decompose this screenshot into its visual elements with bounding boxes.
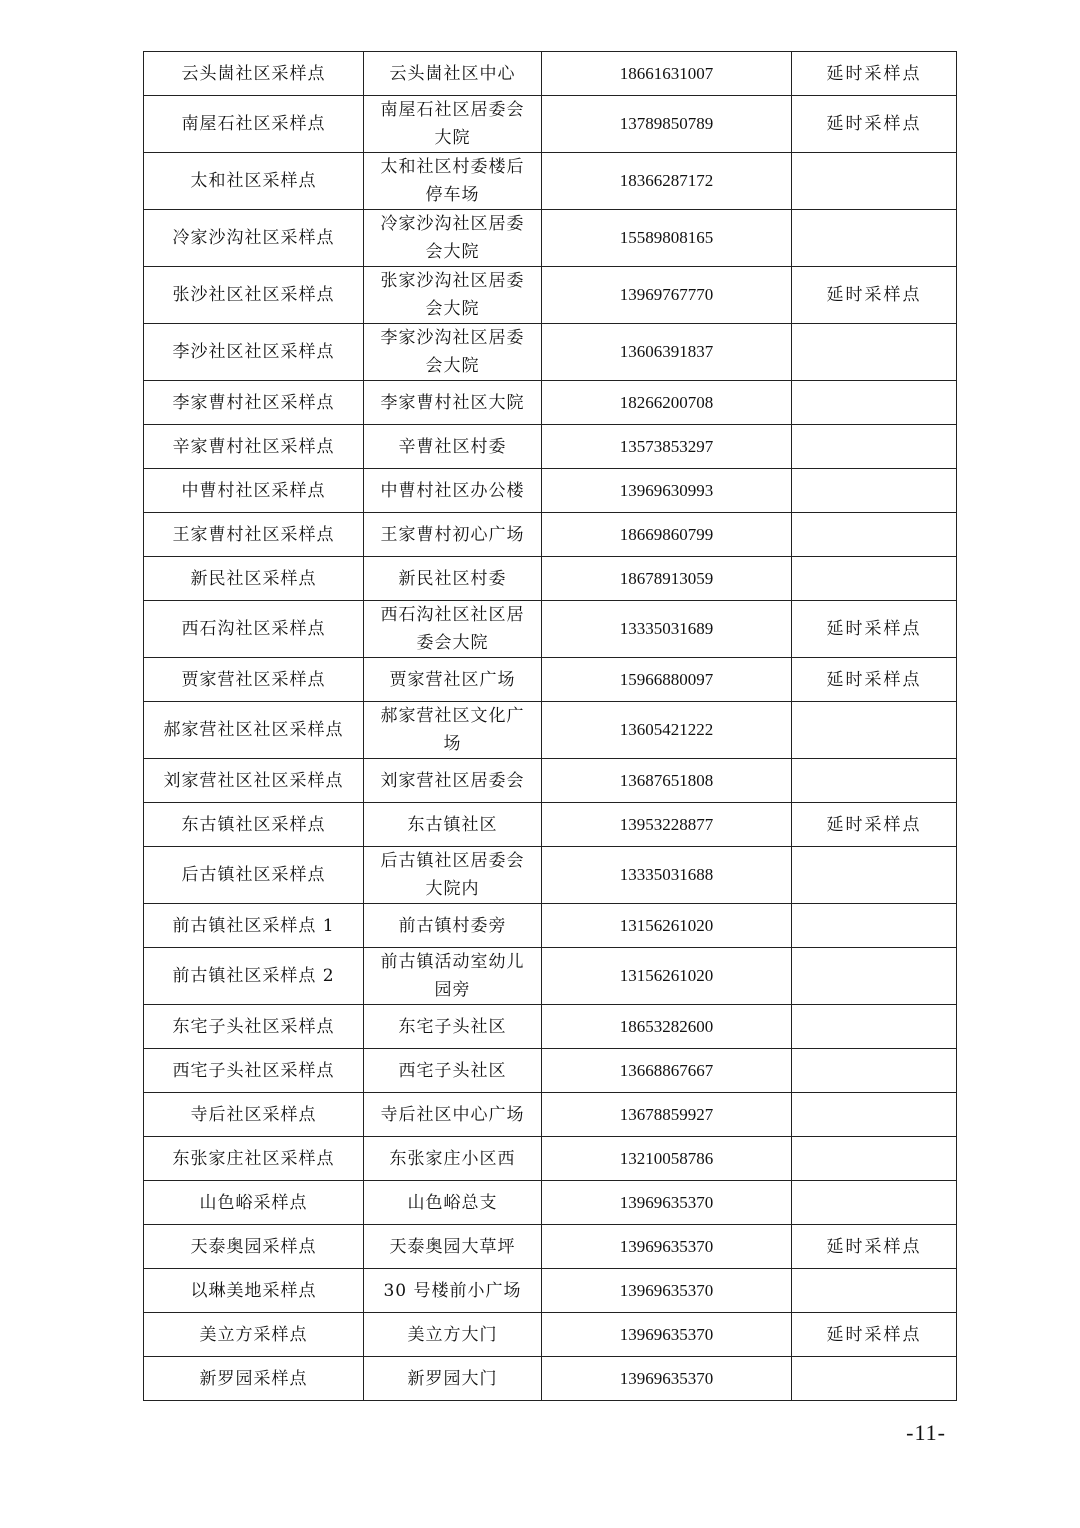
- table-row: [144, 210, 957, 267]
- site-name-cell: 新罗园采样点: [144, 1357, 364, 1401]
- note-cell: [792, 1137, 957, 1181]
- site-name-cell: 后古镇社区采样点: [144, 847, 364, 904]
- location-cell: 南屋石社区居委会大院: [364, 96, 542, 153]
- phone-cell: 13969767770: [542, 267, 792, 324]
- location-cell: 贾家营社区广场: [364, 658, 542, 702]
- phone-cell: 18366287172: [542, 153, 792, 210]
- phone-cell: 18669860799: [542, 513, 792, 557]
- table-row: [144, 1269, 957, 1313]
- phone-cell: 13969630993: [542, 469, 792, 513]
- note-cell: [792, 1181, 957, 1225]
- site-name-cell: 贾家营社区采样点: [144, 658, 364, 702]
- location-cell: 冷家沙沟社区居委会大院: [364, 210, 542, 267]
- note-cell: [792, 210, 957, 267]
- location-cell: 张家沙沟社区居委会大院: [364, 267, 542, 324]
- location-cell: 中曹村社区办公楼: [364, 469, 542, 513]
- note-cell: [792, 1005, 957, 1049]
- phone-cell: 15966880097: [542, 658, 792, 702]
- site-name-cell: 张沙社区社区采样点: [144, 267, 364, 324]
- phone-cell: 13969635370: [542, 1269, 792, 1313]
- site-name-cell: 刘家营社区社区采样点: [144, 759, 364, 803]
- phone-cell: 13210058786: [542, 1137, 792, 1181]
- table-row: [144, 557, 957, 601]
- location-cell: 天泰奥园大草坪: [364, 1225, 542, 1269]
- note-cell: [792, 324, 957, 381]
- phone-cell: 13678859927: [542, 1093, 792, 1137]
- note-cell: 延时采样点: [792, 1225, 957, 1269]
- table-row: [144, 267, 957, 324]
- table-row: [144, 324, 957, 381]
- note-cell: [792, 425, 957, 469]
- table-row: [144, 153, 957, 210]
- phone-cell: 13969635370: [542, 1225, 792, 1269]
- site-name-cell: 前古镇社区采样点 1: [144, 904, 364, 948]
- site-name-cell: 西宅子头社区采样点: [144, 1049, 364, 1093]
- location-cell: 西宅子头社区: [364, 1049, 542, 1093]
- phone-cell: 18661631007: [542, 52, 792, 96]
- sampling-sites-table: [143, 51, 957, 1401]
- note-cell: [792, 904, 957, 948]
- phone-cell: 13953228877: [542, 803, 792, 847]
- phone-cell: 13687651808: [542, 759, 792, 803]
- site-name-cell: 太和社区采样点: [144, 153, 364, 210]
- table-row: [144, 759, 957, 803]
- note-cell: [792, 1049, 957, 1093]
- location-cell: 前古镇村委旁: [364, 904, 542, 948]
- location-cell: 李家曹村社区大院: [364, 381, 542, 425]
- note-cell: 延时采样点: [792, 601, 957, 658]
- note-cell: 延时采样点: [792, 803, 957, 847]
- phone-cell: 13969635370: [542, 1357, 792, 1401]
- site-name-cell: 郝家营社区社区采样点: [144, 702, 364, 759]
- note-cell: 延时采样点: [792, 52, 957, 96]
- site-name-cell: 东古镇社区采样点: [144, 803, 364, 847]
- location-cell: 李家沙沟社区居委会大院: [364, 324, 542, 381]
- table-row: [144, 469, 957, 513]
- location-cell: 寺后社区中心广场: [364, 1093, 542, 1137]
- site-name-cell: 王家曹村社区采样点: [144, 513, 364, 557]
- site-name-cell: 新民社区采样点: [144, 557, 364, 601]
- note-cell: [792, 153, 957, 210]
- site-name-cell: 李沙社区社区采样点: [144, 324, 364, 381]
- site-name-cell: 寺后社区采样点: [144, 1093, 364, 1137]
- note-cell: [792, 1269, 957, 1313]
- location-cell: 刘家营社区居委会: [364, 759, 542, 803]
- phone-cell: 15589808165: [542, 210, 792, 267]
- phone-cell: 13605421222: [542, 702, 792, 759]
- location-cell: 新罗园大门: [364, 1357, 542, 1401]
- note-cell: 延时采样点: [792, 267, 957, 324]
- site-name-cell: 天泰奥园采样点: [144, 1225, 364, 1269]
- table-row: [144, 948, 957, 1005]
- table-row: [144, 702, 957, 759]
- table-row: [144, 1313, 957, 1357]
- location-cell: 30 号楼前小广场: [364, 1269, 542, 1313]
- location-cell: 新民社区村委: [364, 557, 542, 601]
- table-row: [144, 513, 957, 557]
- page-number: -11-: [906, 1420, 946, 1445]
- note-cell: [792, 1357, 957, 1401]
- table-row: [144, 1093, 957, 1137]
- phone-cell: 18266200708: [542, 381, 792, 425]
- site-name-cell: 中曹村社区采样点: [144, 469, 364, 513]
- table-body: [144, 52, 957, 1401]
- location-cell: 前古镇活动室幼儿园旁: [364, 948, 542, 1005]
- note-cell: 延时采样点: [792, 658, 957, 702]
- location-cell: 山色峪总支: [364, 1181, 542, 1225]
- table-row: [144, 425, 957, 469]
- location-cell: 云头崮社区中心: [364, 52, 542, 96]
- table-row: [144, 52, 957, 96]
- table-row: [144, 381, 957, 425]
- table-row: [144, 904, 957, 948]
- phone-cell: 13335031688: [542, 847, 792, 904]
- note-cell: [792, 948, 957, 1005]
- note-cell: [792, 702, 957, 759]
- site-name-cell: 东宅子头社区采样点: [144, 1005, 364, 1049]
- location-cell: 美立方大门: [364, 1313, 542, 1357]
- note-cell: [792, 469, 957, 513]
- phone-cell: 13668867667: [542, 1049, 792, 1093]
- table-row: [144, 1181, 957, 1225]
- site-name-cell: 山色峪采样点: [144, 1181, 364, 1225]
- note-cell: [792, 513, 957, 557]
- site-name-cell: 云头崮社区采样点: [144, 52, 364, 96]
- table-row: [144, 1005, 957, 1049]
- table-row: [144, 658, 957, 702]
- phone-cell: 18678913059: [542, 557, 792, 601]
- note-cell: [792, 1093, 957, 1137]
- location-cell: 东古镇社区: [364, 803, 542, 847]
- site-name-cell: 冷家沙沟社区采样点: [144, 210, 364, 267]
- phone-cell: 13789850789: [542, 96, 792, 153]
- phone-cell: 13573853297: [542, 425, 792, 469]
- site-name-cell: 以琳美地采样点: [144, 1269, 364, 1313]
- note-cell: 延时采样点: [792, 96, 957, 153]
- note-cell: [792, 557, 957, 601]
- phone-cell: 18653282600: [542, 1005, 792, 1049]
- note-cell: [792, 381, 957, 425]
- phone-cell: 13335031689: [542, 601, 792, 658]
- site-name-cell: 李家曹村社区采样点: [144, 381, 364, 425]
- note-cell: 延时采样点: [792, 1313, 957, 1357]
- site-name-cell: 美立方采样点: [144, 1313, 364, 1357]
- table-row: [144, 847, 957, 904]
- site-name-cell: 西石沟社区采样点: [144, 601, 364, 658]
- location-cell: 西石沟社区社区居委会大院: [364, 601, 542, 658]
- location-cell: 辛曹社区村委: [364, 425, 542, 469]
- note-cell: [792, 847, 957, 904]
- location-cell: 太和社区村委楼后停车场: [364, 153, 542, 210]
- table-row: [144, 1137, 957, 1181]
- phone-cell: 13969635370: [542, 1313, 792, 1357]
- site-name-cell: 前古镇社区采样点 2: [144, 948, 364, 1005]
- table-row: [144, 1225, 957, 1269]
- table-row: [144, 96, 957, 153]
- table-row: [144, 1049, 957, 1093]
- phone-cell: 13969635370: [542, 1181, 792, 1225]
- phone-cell: 13156261020: [542, 948, 792, 1005]
- table-row: [144, 1357, 957, 1401]
- location-cell: 后古镇社区居委会大院内: [364, 847, 542, 904]
- location-cell: 王家曹村初心广场: [364, 513, 542, 557]
- site-name-cell: 南屋石社区采样点: [144, 96, 364, 153]
- table-row: [144, 803, 957, 847]
- note-cell: [792, 759, 957, 803]
- location-cell: 东宅子头社区: [364, 1005, 542, 1049]
- table-row: [144, 601, 957, 658]
- location-cell: 郝家营社区文化广场: [364, 702, 542, 759]
- site-name-cell: 东张家庄社区采样点: [144, 1137, 364, 1181]
- location-cell: 东张家庄小区西: [364, 1137, 542, 1181]
- phone-cell: 13606391837: [542, 324, 792, 381]
- site-name-cell: 辛家曹村社区采样点: [144, 425, 364, 469]
- phone-cell: 13156261020: [542, 904, 792, 948]
